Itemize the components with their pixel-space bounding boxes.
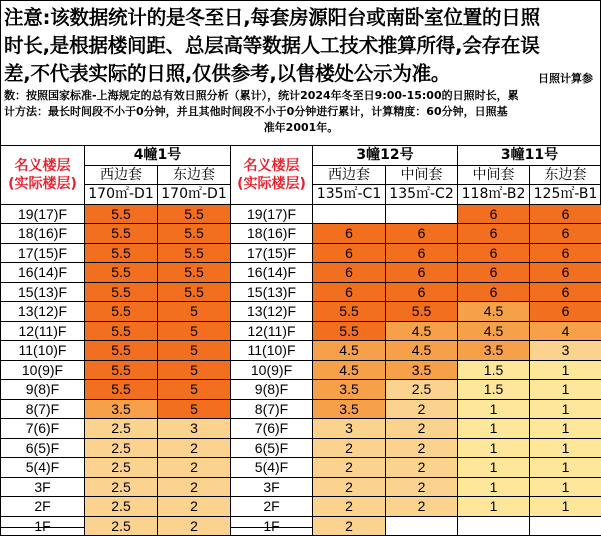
value-a-west: 3.5 [85,399,158,419]
type-b-mid: 135㎡-C2 [386,185,458,205]
value-c-east: 3 [530,341,601,361]
floor-cell-b: 2F [231,497,313,517]
value-a-west: 2.5 [85,477,158,497]
value-a-east: 5.5 [158,243,231,263]
value-c-east: 1 [530,380,601,400]
floor-cell-b: 6(5)F [231,438,313,458]
floor-cell-a: 7(6)F [1,419,85,439]
value-b-west: 2 [313,516,386,536]
table-row [1,321,601,341]
info-line-2: 计方法：最长时间段不小于0分钟，并且其他时间段不小于0分钟进行累计，计算精度：60分钟，日照基 [4,104,598,120]
sunlight-table [0,145,601,536]
value-a-east: 5 [158,341,231,361]
value-c-mid: 6 [458,282,530,302]
value-a-west: 5.5 [85,302,158,322]
value-a-east: 2 [158,497,231,517]
table-row [1,516,601,536]
value-c-mid [458,516,530,536]
value-b-mid: 2 [386,497,458,517]
value-a-west: 2.5 [85,516,158,536]
floor-cell-b: 8(7)F [231,399,313,419]
value-b-west: 3.5 [313,380,386,400]
table-row [1,438,601,458]
type-a-east: 170㎡-D1 [158,185,231,205]
table-row [1,458,601,478]
value-b-mid: 6 [386,282,458,302]
value-c-mid: 1 [458,419,530,439]
table-row [1,224,601,244]
table-row [1,399,601,419]
value-a-west: 2.5 [85,438,158,458]
value-b-west: 2 [313,458,386,478]
value-c-mid: 1 [458,399,530,419]
floor-cell-b: 17(15)F [231,243,313,263]
value-c-mid: 1.5 [458,380,530,400]
value-c-mid: 4.5 [458,321,530,341]
value-c-mid: 6 [458,204,530,224]
value-b-west: 2 [313,438,386,458]
value-b-mid: 6 [386,263,458,283]
value-a-east: 5 [158,380,231,400]
value-a-east: 5 [158,321,231,341]
value-a-east: 5 [158,399,231,419]
value-c-east: 1 [530,360,601,380]
value-b-mid: 2 [386,438,458,458]
value-c-east: 6 [530,282,601,302]
info-line-3: 准年2001年。 [4,120,598,136]
value-c-mid: 1.5 [458,360,530,380]
value-b-west: 6 [313,282,386,302]
value-b-mid [386,516,458,536]
table-row [1,477,601,497]
value-b-mid: 2 [386,477,458,497]
value-c-east: 1 [530,458,601,478]
value-b-west: 4.5 [313,341,386,361]
value-c-mid: 3.5 [458,341,530,361]
info-line-1: 数：按照国家标准-上海规定的总有效日照分析（累计），统计2024年冬至日9:00-15:00的日照时长，累 [4,88,598,104]
type-c-mid: 118㎡-B2 [458,185,530,205]
value-a-west: 5.5 [85,360,158,380]
floor-cell-a: 16(14)F [1,263,85,283]
value-a-west: 5.5 [85,243,158,263]
value-b-west: 5.5 [313,321,386,341]
value-b-west: 2 [313,497,386,517]
value-c-mid: 6 [458,243,530,263]
method-info [4,88,598,136]
value-b-west: 3 [313,419,386,439]
unit-a-east: 东边套 [158,165,231,185]
table-row [1,204,601,224]
table-row [1,282,601,302]
unit-b-mid: 中间套 [386,165,458,185]
value-c-east: 6 [530,243,601,263]
floor-cell-a: 12(11)F [1,321,85,341]
value-b-mid: 4.5 [386,321,458,341]
value-b-mid: 4.5 [386,341,458,361]
table-row [1,380,601,400]
value-c-east: 1 [530,419,601,439]
value-c-mid: 6 [458,263,530,283]
value-c-mid: 4.5 [458,302,530,322]
floor-cell-b: 11(10)F [231,341,313,361]
value-b-west: 6 [313,243,386,263]
value-c-mid: 1 [458,458,530,478]
unit-c-mid: 中间套 [458,165,530,185]
notice-line-1: 注意:该数据统计的是冬至日,每套房源阳台或南卧室位置的日照 [4,4,598,32]
value-a-west: 2.5 [85,419,158,439]
building-a-header: 4幢1号 [85,146,231,166]
floor-cell-a: 15(13)F [1,282,85,302]
floor-cell-a: 9(8)F [1,380,85,400]
floor-cell-b: 15(13)F [231,282,313,302]
value-b-mid [386,204,458,224]
value-b-mid: 6 [386,243,458,263]
reference-label: 日照计算参 [538,70,593,86]
value-b-mid: 2 [386,399,458,419]
type-a-west: 170㎡-D1 [85,185,158,205]
value-c-east: 6 [530,302,601,322]
value-b-mid: 2.5 [386,380,458,400]
value-c-east: 1 [530,477,601,497]
value-c-east: 6 [530,263,601,283]
value-c-east: 1 [530,497,601,517]
value-c-east: 4 [530,321,601,341]
value-a-east: 5.5 [158,263,231,283]
floor-cell-a: 5(4)F [1,458,85,478]
floor-cell-a: 17(15)F [1,243,85,263]
value-c-east: 6 [530,204,601,224]
building-b-header: 3幢12号 [313,146,458,166]
floor-label-header-b [231,146,313,205]
floor-label-header-a [1,146,85,205]
value-b-west: 5.5 [313,302,386,322]
table-row [1,243,601,263]
value-b-west [313,204,386,224]
floor-cell-b: 16(14)F [231,263,313,283]
value-c-east: 1 [530,399,601,419]
value-b-west: 6 [313,263,386,283]
value-a-east: 2 [158,516,231,536]
value-a-east: 5.5 [158,282,231,302]
floor-cell-a: 19(17)F [1,204,85,224]
value-a-west: 5.5 [85,263,158,283]
value-a-east: 5 [158,302,231,322]
value-b-mid: 2 [386,419,458,439]
floor-cell-b: 9(8)F [231,380,313,400]
floor-cell-b: 12(11)F [231,321,313,341]
floor-cell-b: 1F [231,516,313,536]
value-a-west: 5.5 [85,380,158,400]
value-a-west: 2.5 [85,497,158,517]
floor-cell-b: 5(4)F [231,458,313,478]
table-row [1,497,601,517]
value-a-east: 2 [158,477,231,497]
value-a-west: 5.5 [85,204,158,224]
value-a-east: 2 [158,458,231,478]
notice-line-2: 时长,是根据楼间距、总层高等数据人工技术推算所得,会存在误 [4,32,598,60]
value-c-mid: 6 [458,224,530,244]
notice-line-3: 差,不代表实际的日照,仅供参考,以售楼处公示为准。 [4,60,598,88]
value-b-mid: 5.5 [386,302,458,322]
value-c-mid: 1 [458,477,530,497]
floor-label-title: 名义楼层 [1,157,84,175]
value-a-east: 5.5 [158,224,231,244]
floor-cell-a: 1F [1,516,85,536]
floor-label-subtitle: (实际楼层) [1,175,84,193]
floor-cell-a: 3F [1,477,85,497]
value-b-mid: 3.5 [386,360,458,380]
value-a-west: 5.5 [85,341,158,361]
value-b-mid: 6 [386,224,458,244]
floor-cell-a: 6(5)F [1,438,85,458]
floor-cell-b: 7(6)F [231,419,313,439]
value-a-west: 5.5 [85,224,158,244]
table-row [1,302,601,322]
value-b-mid: 2 [386,458,458,478]
value-a-west: 5.5 [85,321,158,341]
type-c-east: 125㎡-B1 [530,185,601,205]
floor-cell-b: 19(17)F [231,204,313,224]
value-c-mid: 1 [458,438,530,458]
value-c-east [530,516,601,536]
floor-cell-a: 10(9)F [1,360,85,380]
value-a-east: 3 [158,419,231,439]
floor-cell-b: 13(12)F [231,302,313,322]
floor-cell-b: 18(16)F [231,224,313,244]
floor-cell-a: 13(12)F [1,302,85,322]
unit-b-west: 西边套 [313,165,386,185]
value-a-east: 5.5 [158,204,231,224]
floor-label-subtitle: (实际楼层) [231,175,312,193]
floor-cell-b: 10(9)F [231,360,313,380]
floor-cell-a: 18(16)F [1,224,85,244]
value-a-east: 5 [158,360,231,380]
floor-label-title: 名义楼层 [231,157,312,175]
value-b-west: 4.5 [313,360,386,380]
table-row [1,419,601,439]
value-b-west: 3.5 [313,399,386,419]
floor-cell-a: 8(7)F [1,399,85,419]
table-row [1,341,601,361]
value-a-west: 5.5 [85,282,158,302]
unit-a-west: 西边套 [85,165,158,185]
value-b-west: 2 [313,477,386,497]
value-a-west: 2.5 [85,458,158,478]
notice-text [4,4,598,88]
value-c-mid: 1 [458,497,530,517]
table-row [1,263,601,283]
unit-c-east: 东边套 [530,165,601,185]
table-row [1,360,601,380]
value-b-west: 6 [313,224,386,244]
value-c-east: 1 [530,438,601,458]
building-c-header: 3幢11号 [458,146,601,166]
floor-cell-b: 3F [231,477,313,497]
value-a-east: 2 [158,438,231,458]
type-b-west: 135㎡-C1 [313,185,386,205]
floor-cell-a: 2F [1,497,85,517]
floor-cell-a: 11(10)F [1,341,85,361]
value-c-east: 6 [530,224,601,244]
